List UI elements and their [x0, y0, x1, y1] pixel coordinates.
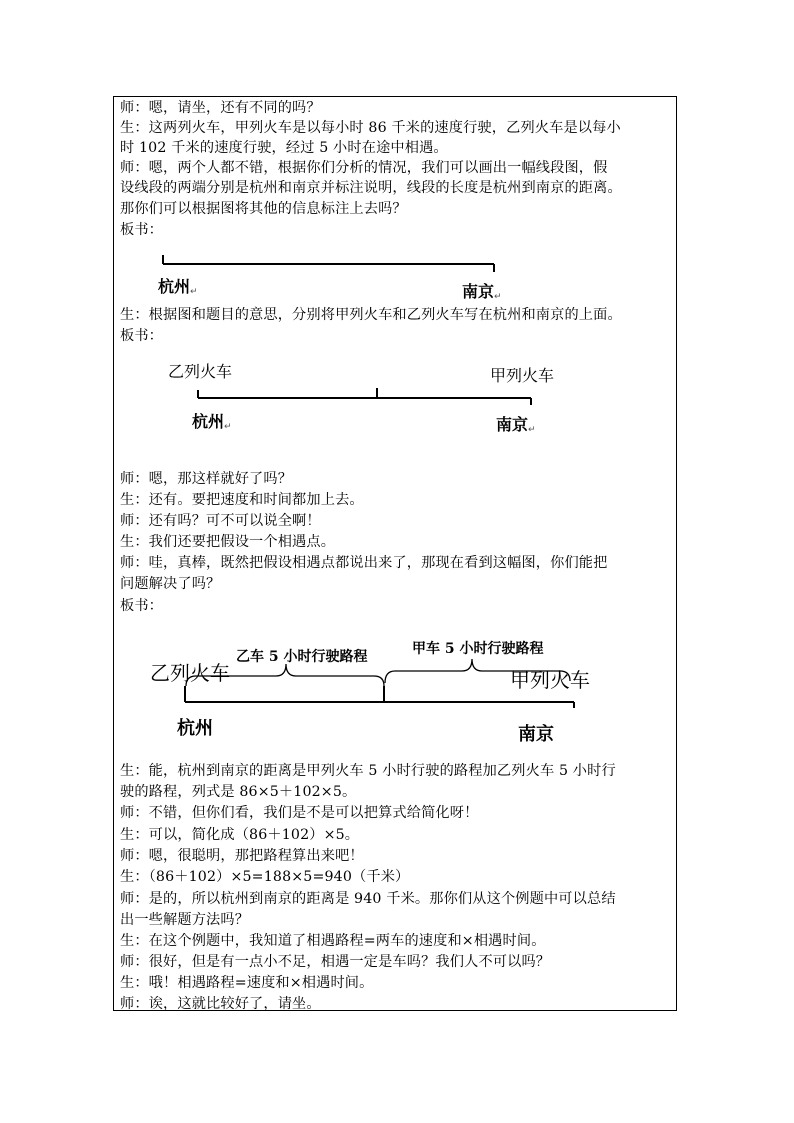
- dialogue-line: 出一些解题方法吗？: [120, 912, 250, 928]
- diagram1-segment: [163, 255, 494, 272]
- dialogue-line: 生：能，杭州到南京的距离是甲列火车 5 小时行驶的路程加乙列火车 5 小时行: [120, 763, 616, 779]
- dialogue-line: 师：很好，但是有一点小不足，相遇一定是车吗？我们人不可以吗？: [120, 954, 551, 970]
- dialogue-line: 设线段的两端分别是杭州和南京并标注说明，线段的长度是杭州到南京的距离。: [120, 180, 622, 196]
- board-label: 板书：: [120, 328, 164, 344]
- dialogue-line: 生：（86＋102）×5=188×5=940（千米）: [120, 869, 410, 885]
- dialogue-line: 生：在这个例题中，我知道了相遇路程=两车的速度和×相遇时间。: [120, 933, 546, 949]
- dialogue-line: 驶的路程，列式是 86×5＋102×5。: [120, 784, 357, 800]
- dialogue-line: 生：还有。要把速度和时间都加上去。: [120, 492, 364, 508]
- diagram3-left-train: 乙列火车: [150, 661, 230, 685]
- diagram2-right-train: 甲列火车: [490, 366, 555, 385]
- dialogue-line: 生：我们还要把假设一个相遇点。: [120, 534, 336, 550]
- dialogue-line: 生：可以，简化成（86＋102）×5。: [120, 827, 360, 843]
- dialogue-line: 生：这两列火车，甲列火车是以每小时 86 千米的速度行驶，乙列火车是以每小: [120, 120, 621, 136]
- diagram1-left-city: 杭州↵: [158, 277, 198, 297]
- dialogue-line: 生：哦！相遇路程=速度和×相遇时间。: [120, 975, 374, 991]
- diagram2-left-city: 杭州↵: [192, 412, 232, 432]
- diagram3-left-brace-label: 乙车 5 小时行驶路程: [236, 649, 368, 665]
- board-label: 板书：: [120, 222, 164, 238]
- dialogue-line: 师：嗯，很聪明，那把路程算出来吧！: [120, 848, 364, 864]
- diagram3-right-train: 甲列火车: [510, 668, 590, 692]
- dialogue-line: 师：嗯，请坐，还有不同的吗？: [120, 100, 321, 116]
- dialogue-line: 师：哇，真棒，既然把假设相遇点都说出来了，那现在看到这幅图，你们能把: [120, 555, 608, 571]
- diagram1-right-city: 南京↵: [462, 282, 502, 302]
- diagram2-right-city: 南京↵: [496, 415, 536, 435]
- diagram3-right-brace-label: 甲车 5 小时行驶路程: [412, 641, 544, 657]
- diagram2-left-train: 乙列火车: [168, 362, 233, 381]
- dialogue-line: 那你们可以根据图将其他的信息标注上去吗？: [120, 201, 407, 217]
- dialogue-line: 师：嗯，两个人都不错，根据你们分析的情况，我们可以画出一幅线段图，假: [120, 160, 608, 176]
- dialogue-line: 师：不错，但你们看，我们是不是可以把算式给简化呀！: [120, 805, 479, 821]
- diagram3-right-city: 南京: [518, 724, 554, 745]
- board-label: 板书：: [120, 598, 164, 614]
- dialogue-line: 生：根据图和题目的意思，分别将甲列火车和乙列火车写在杭州和南京的上面。: [120, 307, 622, 323]
- diagram3-left-city: 杭州: [177, 718, 213, 739]
- diagram2-segment: [198, 388, 531, 405]
- dialogue-line: 师：嗯，那这样就好了吗？: [120, 471, 293, 487]
- dialogue-line: 师：是的，所以杭州到南京的距离是 940 千米。那你们从这个例题中可以总结: [120, 891, 616, 907]
- dialogue-line: 问题解决了吗？: [120, 576, 221, 592]
- dialogue-line: 师：诶，这就比较好了，请坐。: [120, 996, 321, 1012]
- dialogue-line: 时 102 千米的速度行驶，经过 5 小时在途中相遇。: [120, 140, 448, 156]
- dialogue-line: 师：还有吗？可不可以说全啊！: [120, 513, 321, 529]
